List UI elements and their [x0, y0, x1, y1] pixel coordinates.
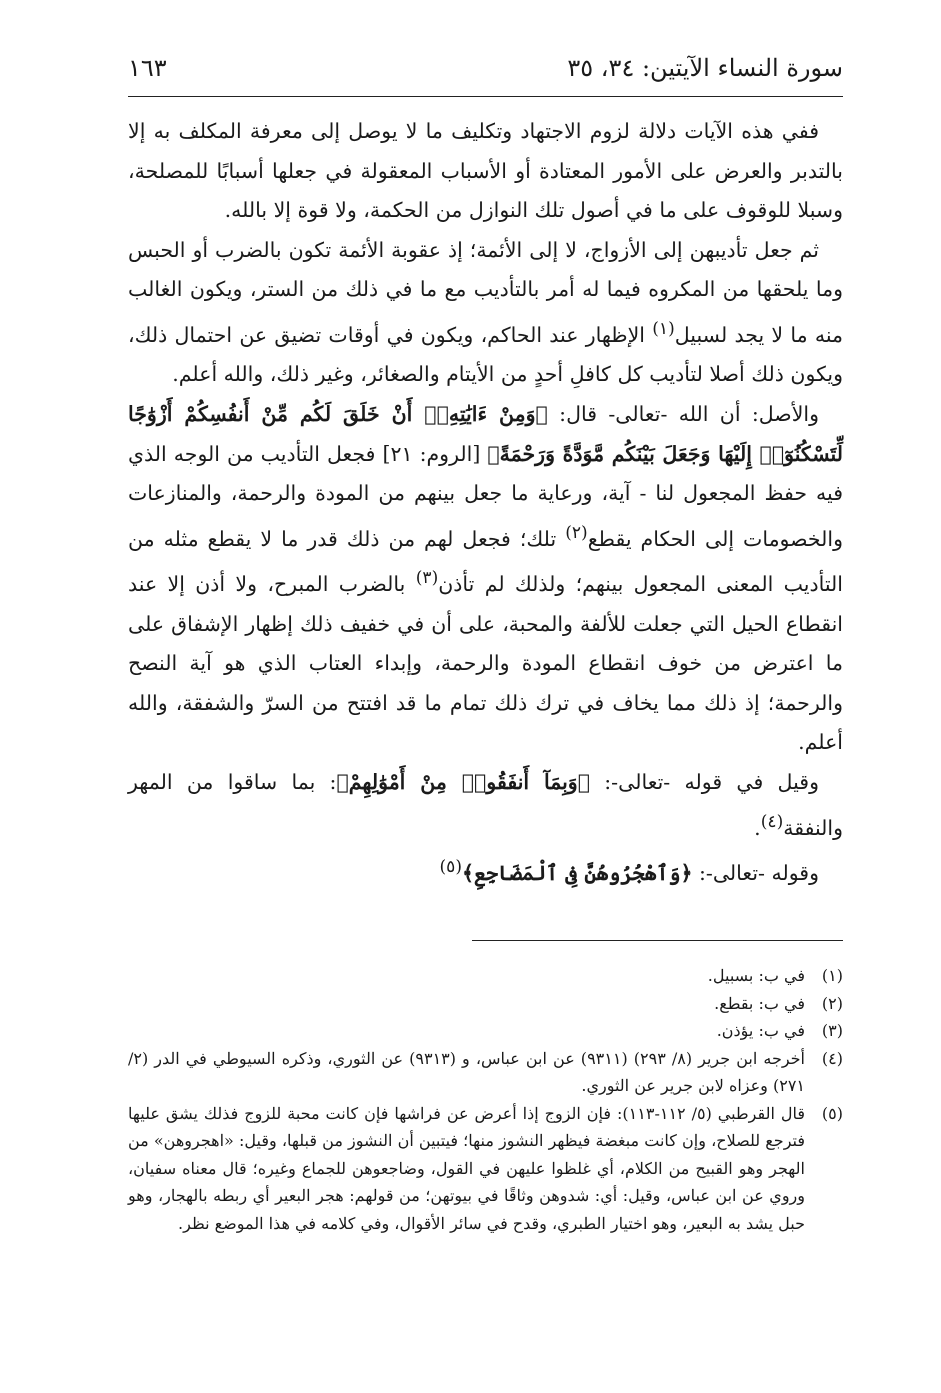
paragraph [128, 112, 843, 231]
footnote-number: (٢) [821, 993, 843, 1013]
footnote-ref: (٤) [760, 811, 784, 832]
text-run: وقوله -تعالى-: [692, 860, 819, 885]
footnote [128, 1100, 843, 1238]
footnote-text: في ب: بقطع. [714, 993, 805, 1013]
running-title: سورة النساء الآيتين: ٣٤، ٣٥ [567, 54, 843, 82]
footnote [128, 1045, 843, 1100]
text-run: وقيل في قوله -تعالى-: [590, 769, 819, 794]
text-run: ففي هذه الآيات دلالة لزوم الاجتهاد وتكليف ما لا يوصل إلى معرفة المكلف به إلا بالتدبر والعرض على الأمور المعتادة أو الأسباب المعقولة في جعلها أسبابًا للمصلحة، وسبلا للوقوف على ما في أصول تلك النوازل من الحكمة، ولا قوة إلا بالله. [128, 119, 843, 223]
text-run: . [754, 815, 761, 840]
quran-verse: ﴿وَٱهْجُرُوهُنَّ فِى ٱلْمَضَاجِعِ﴾ [462, 860, 693, 885]
footnote [128, 1017, 843, 1045]
footnote-text: في ب: يؤذن. [716, 1021, 805, 1040]
quran-verse: ﴿وَبِمَآ أَنفَقُوا۟ مِنْ أَمْوَٰلِهِمْ﴾ [336, 769, 590, 794]
paragraph [128, 763, 843, 848]
footnote-text: قال القرطبي (٥/ ١١٢-١١٣): فإن الزوج إذا أعرض عن فراشها فإن كانت محبة للزوج فذلك يشق عليها فترجع للصلاح، وإن كانت مبغضة فيظهر النشوز منها؛ فيتبين أن النشوز من قبلها، وقيل: «اهجروهن» من الهجر وهو القبيح من الكلام، أي غلظوا عليهن في القول، وضاجعوهن للجماع وغيره؛ قال معناه سفيان، وروي عن ابن عباس، وقيل: أي: شدوهن وثاقًا في بيوتهن؛ من قولهم: هجر البعير أي ربطه بالهجار، وهو حبل يشد به البعير، وهو اختيار الطبري، وقدح في سائر الأقوال، وفي كلامه في هذا الموضع نظر. [128, 1103, 806, 1233]
footnote [128, 990, 843, 1018]
footnote-ref: (٥) [439, 857, 462, 877]
footnote-ref: (٢) [565, 522, 588, 543]
main-text [128, 112, 843, 893]
text-run: والأصل: أن الله -تعالى- قال: [547, 401, 819, 426]
paragraph [128, 231, 843, 395]
page-number: ١٦٣ [128, 54, 167, 82]
text-run: الإظهار عند الحاكم، ويكون في أوقات تضيق عن احتمال ذلك، ويكون ذلك أصلا لتأديب كل كافلِ أحدٍ من الأيتام والصغائر، وغير ذلك، والله أعلم. [128, 322, 843, 387]
text-run: ثم جعل تأديبهن إلى الأزواج، لا إلى الأئمة؛ إذ عقوبة الأئمة تكون بالضرب أو الحبس وما يلحقها من المكروه فيما له أمر بالتأديب مع ما في ذلك من الستر، ويكون الغالب منه ما لا يجد لسبيل [128, 237, 843, 347]
text-run: [الروم: ٢١] فجعل التأديب من الوجه الذي فيه حفظ المجعول لنا - آية، ورعاية ما جعل بينهم من المودة والرحمة، والمنازعات والخصومات إلى الحكام يقطع [128, 441, 843, 551]
footnote-ref: (٣) [415, 568, 439, 589]
footnote-separator [472, 940, 843, 941]
footnote-text: أخرجه ابن جرير (٨/ ٢٩٣) (٩٣١١) عن ابن عباس، و (٩٣١٣) عن الثوري، وذكره السيوطي في الدر (٢/ ٢٧١) وعزاه لابن جرير عن الثوري. [128, 1048, 806, 1095]
footnote-number: (٤) [821, 1048, 843, 1068]
text-run: : بما ساقوا من المهر والنفقة [128, 769, 843, 840]
footnote-ref: (١) [652, 318, 675, 339]
footnote [128, 962, 843, 990]
footnote-number: (١) [821, 966, 843, 985]
footnote-number: (٥) [821, 1103, 843, 1123]
footnote-text: في ب: بسبيل. [707, 966, 805, 985]
text-run: بالضرب المبرح، ولا أذن إلا عند انقطاع الحيل التي جعلت للألفة والمحبة، على أن في خفيف ذلك إظهار الإشفاق على ما اعترض من خوف انقطاع المودة والرحمة، وإبداء العتاب الذي هو آية النصح والرحمة؛ إذ ذلك مما يخاف في ترك ذلك تمام ما قد افتتح من السرّ والشفقة، والله أعلم. [128, 572, 843, 755]
paragraph [128, 395, 843, 763]
text-run: تلك؛ فجعل لهم من ذلك قدر ما لا يقطع مثله من التأديب المعنى المجعول بينهم؛ ولذلك لم تأذن [128, 526, 844, 597]
paragraph [128, 848, 843, 893]
footnotes [128, 962, 843, 1237]
running-header [128, 52, 843, 97]
footnote-number: (٣) [821, 1021, 843, 1040]
quran-verse: ﴿وَمِنْ ءَايَٰتِهِۦٓ أَنْ خَلَقَ لَكُم مِّنْ أَنفُسِكُمْ أَزْوَٰجًا لِّتَسْكُنُوٓا۟ إِلَيْهَا وَجَعَلَ بَيْنَكُم مَّوَدَّةً وَرَحْمَةً﴾ [128, 401, 843, 466]
